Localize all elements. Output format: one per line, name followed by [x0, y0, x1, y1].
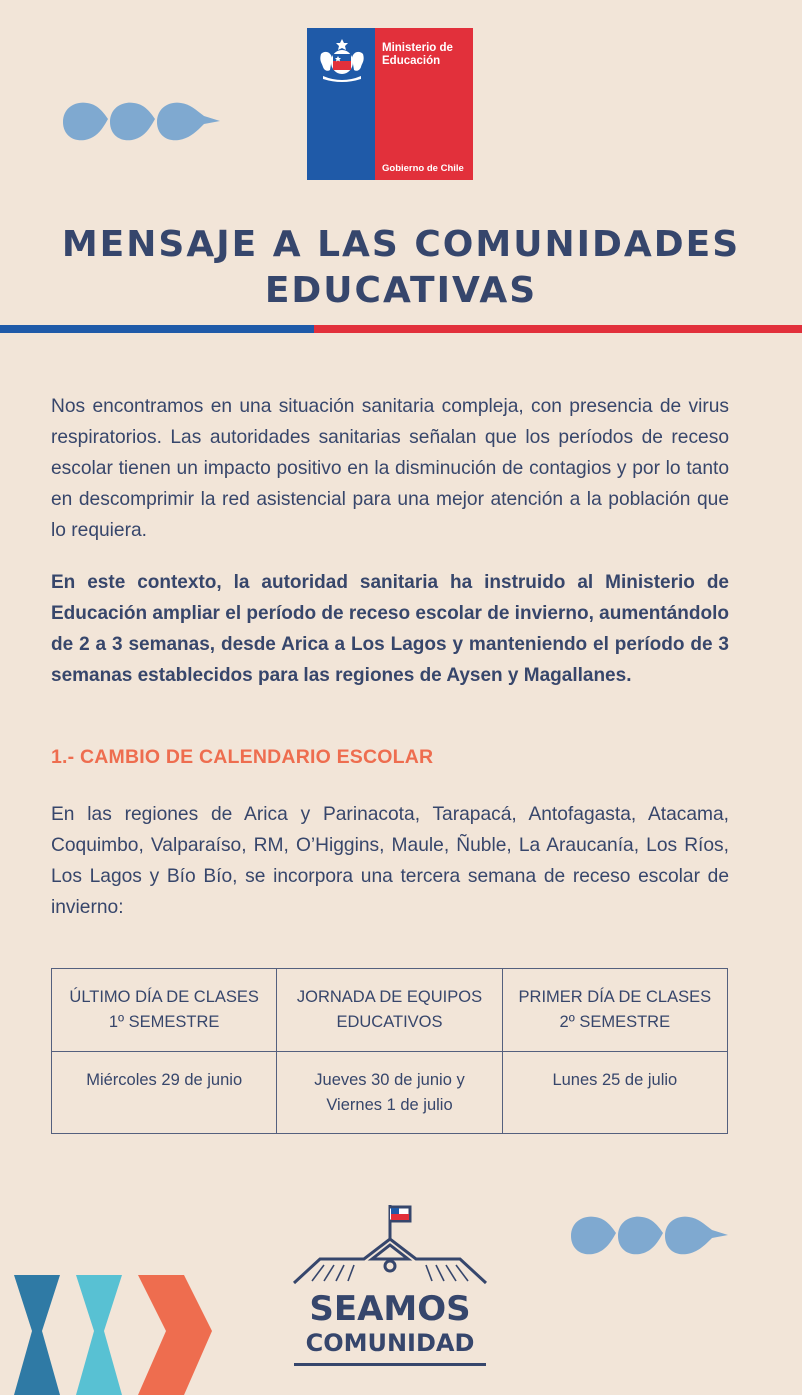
- brand-line2: COMUNIDAD: [305, 1329, 475, 1357]
- section-heading: 1.- CAMBIO DE CALENDARIO ESCOLAR: [51, 746, 434, 768]
- logo-ministry-name: [382, 42, 472, 68]
- header-last-day: ÚLTIMO DÍA DE CLASES 1º SEMESTRE: [52, 969, 277, 1052]
- divider-red: [314, 325, 802, 333]
- divider-blue: [0, 325, 314, 333]
- title-line1: MENSAJE A LAS COMUNIDADES: [61, 224, 741, 265]
- chevrons-decoration-icon: [12, 1275, 217, 1395]
- logo-ministry-line2: Educación: [382, 55, 441, 67]
- cell-first-day: Lunes 25 de julio: [502, 1051, 727, 1134]
- header-teams-day: JORNADA DE EQUIPOS EDUCATIVOS: [277, 969, 502, 1052]
- page-title: [0, 222, 802, 314]
- intro-paragraph: Nos encontramos en una situación sanitaria compleja, con presencia de virus respiratorios. Las autoridades sanitarias señalan que los períodos de receso escolar tienen un impacto positivo en la disminución de contagios y por lo tanto en descomprimir la red asistencial para una mejor atención a la población que lo requiera.: [51, 396, 729, 541]
- logo-government: Gobierno de Chile: [382, 163, 464, 174]
- brand-line1: SEAMOS: [309, 1289, 471, 1329]
- table-row: [52, 1051, 728, 1134]
- brand-underline: [294, 1363, 486, 1366]
- highlight-paragraph: En este contexto, la autoridad sanitaria ha instruido al Ministerio de Educación ampliar el período de receso escolar de invierno, aumentándolo de 2 a 3 semanas, desde Arica a Los Lagos y manteniendo el período de 3 semanas establecidos para las regiones de Aysen y Magallanes.: [51, 572, 729, 686]
- ministry-logo: [307, 28, 473, 180]
- flag-divider: [0, 325, 802, 333]
- title-line2: EDUCATIVAS: [264, 270, 538, 311]
- calendar-table: [51, 968, 728, 1134]
- regions-paragraph: En las regiones de Arica y Parinacota, Tarapacá, Antofagasta, Atacama, Coquimbo, Valparaíso, RM, O’Higgins, Maule, Ñuble, La Araucanía, Los Ríos, Los Lagos y Bío Bío, se incorpora una tercera semana de receso escolar de invierno:: [51, 804, 729, 918]
- seamos-comunidad-emblem: [290, 1203, 490, 1373]
- table-header-row: [52, 969, 728, 1052]
- cell-teams-day: Jueves 30 de junio y Viernes 1 de julio: [277, 1051, 502, 1134]
- coat-of-arms-icon: [315, 36, 369, 82]
- header-first-day: PRIMER DÍA DE CLASES 2º SEMESTRE: [502, 969, 727, 1052]
- cell-last-day: Miércoles 29 de junio: [52, 1051, 277, 1134]
- school-building-icon: [290, 1203, 490, 1293]
- logo-ministry-line1: Ministerio de: [382, 42, 453, 54]
- drops-decoration-icon: [60, 98, 222, 148]
- drops-decoration-bottom-icon: [568, 1212, 730, 1262]
